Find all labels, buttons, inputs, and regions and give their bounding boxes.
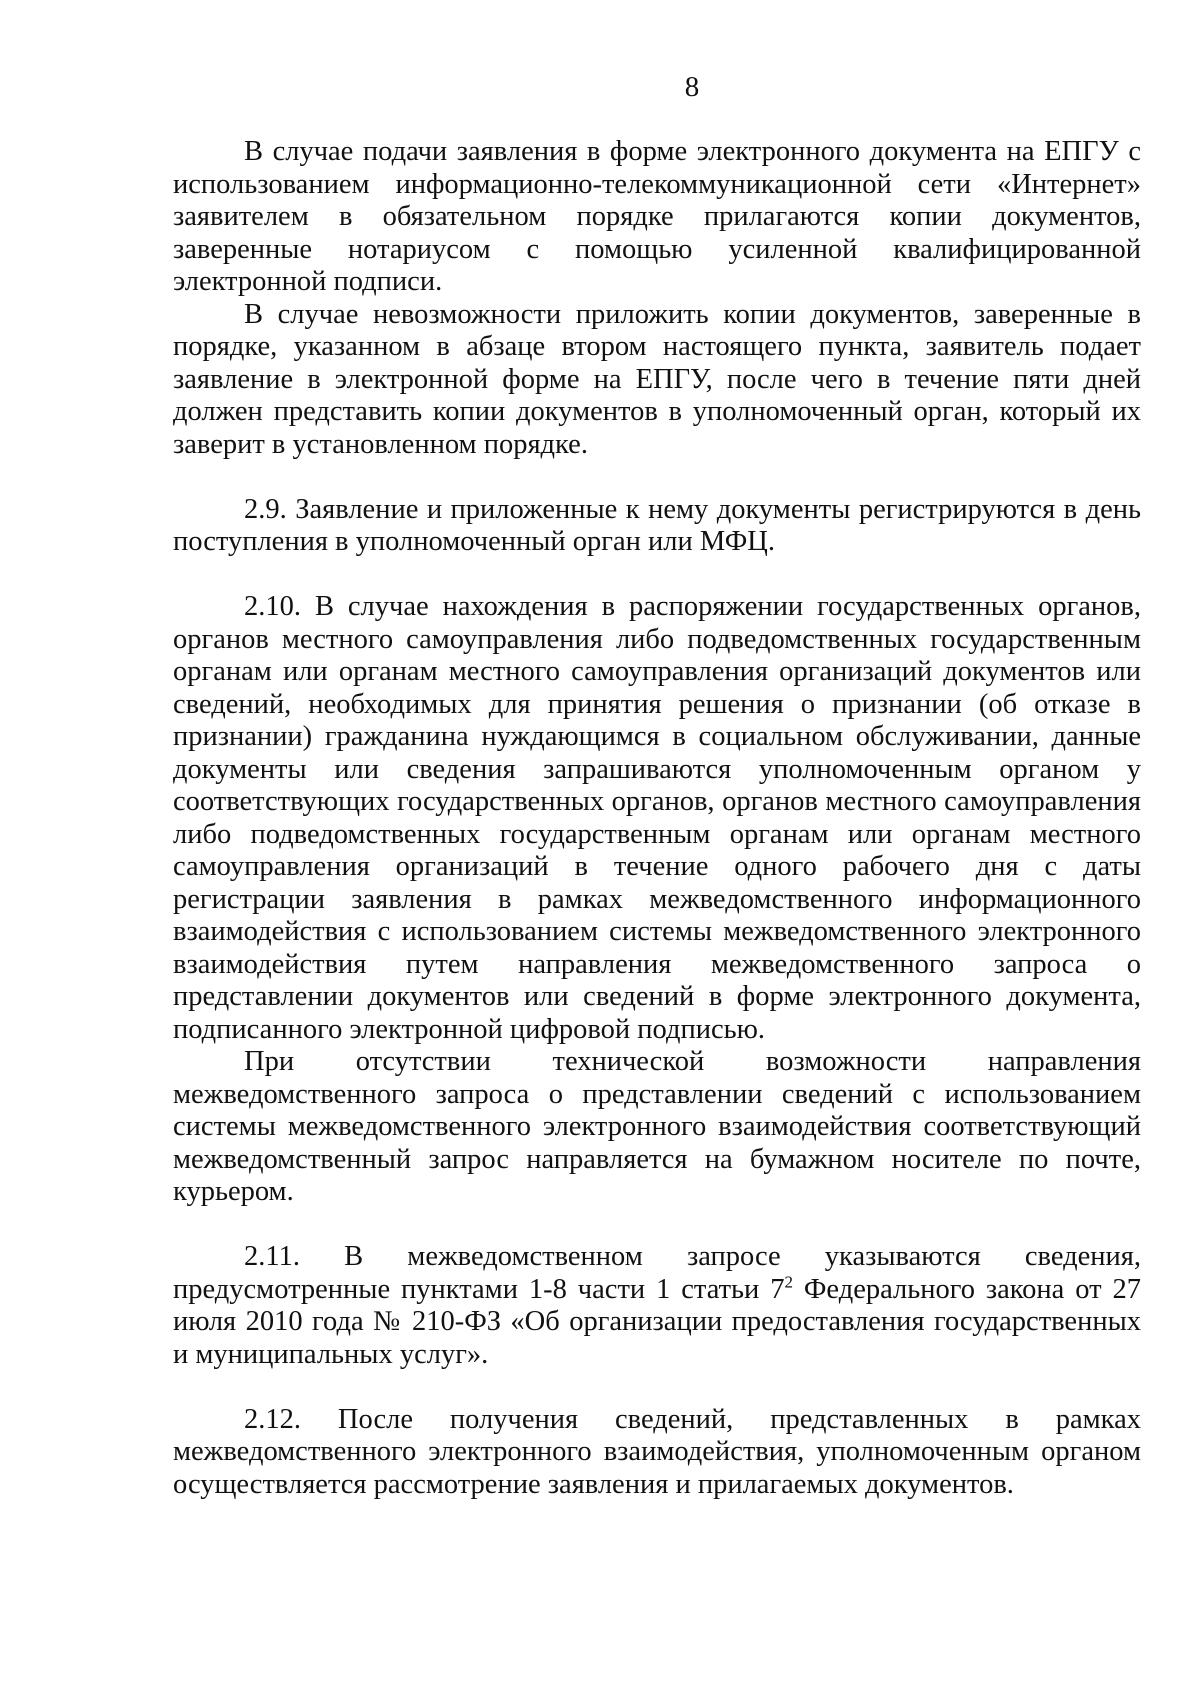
paragraph-2-12: 2.12. После получения сведений, представленных в рамках межведомственного электронного взаимодействия, уполномоченным органом осуществляется рассмотрение заявления и прилагаемых документов.: [173, 1403, 1141, 1500]
page-number: 8: [684, 71, 700, 103]
document-body: [173, 136, 1141, 1501]
paragraph-copies-impossible: В случае невозможности приложить копии документов, заверенные в порядке, указанном в абзаце втором настоящего пункта, заявитель подает заявление в электронной форме на ЕПГУ, после чего в течение пяти дней должен представить копии документов в уполномоченный орган, который их заверит в установленном порядке.: [173, 298, 1141, 460]
paragraph-2-11-text-start: 2.11. В межведомственном запросе указываются сведения, предусмотренные пунктами 1-8 части 1 статьи 7: [173, 1241, 1141, 1305]
paragraph-2-10: 2.10. В случае нахождения в распоряжении государственных органов, органов местного самоуправления либо подведомственных государственным органам или органам местного самоуправления организаций документов или сведений, необходимых для принятия решения о признании (об отказе в признании) гражданина нуждающимся в социальном обслуживании, данные документы или сведения запрашиваются уполномоченным органом у соответствующих государственных органов, органов местного самоуправления либо подведомственных государственным органам или органам местного самоуправления организаций в течение одного рабочего дня с даты регистрации заявления в рамках межведомственного информационного взаимодействия с использованием системы межведомственного электронного взаимодействия путем направления межведомственного запроса о представлении документов или сведений в форме электронного документа, подписанного электронной цифровой подписью.: [173, 591, 1141, 1045]
paragraph-no-technical-capability: При отсутствии технической возможности направления межведомственного запроса о представлении сведений с использованием системы межведомственного электронного взаимодействия соответствующий межведомственный запрос направляется на бумажном носителе по почте, курьером.: [173, 1046, 1141, 1207]
paragraph-epgu-submission: В случае подачи заявления в форме электронного документа на ЕПГУ с использованием информационно-телекоммуникационной сети «Интернет» заявителем в обязательном порядке прилагаются копии документов, заверенные нотариусом с помощью усиленной квалифицированной электронной подписи.: [173, 136, 1141, 297]
article-superscript: 2: [784, 1272, 793, 1291]
paragraph-2-11: [173, 1241, 1141, 1371]
paragraph-2-9: 2.9. Заявление и приложенные к нему документы регистрируются в день поступления в уполномоченный орган или МФЦ.: [173, 493, 1141, 557]
paragraph-2-11-text-end: Федерального закона от 27 июля 2010 года № 210-ФЗ «Об организации предоставления государственных и муниципальных услуг».: [173, 1273, 1141, 1370]
